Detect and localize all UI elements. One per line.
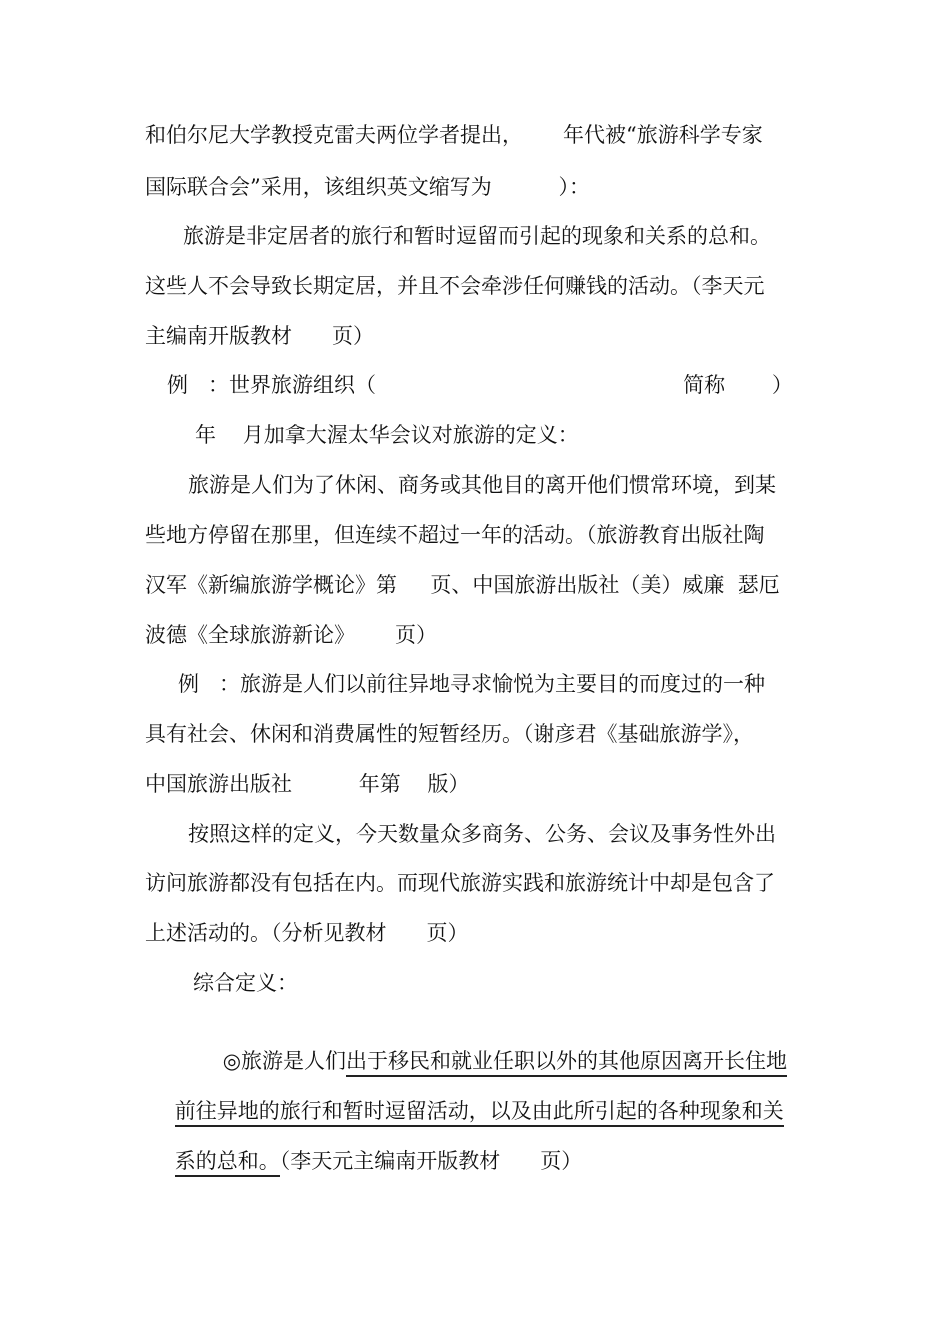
definition-line	[148, 1119, 582, 1203]
text-line: 和伯尔尼大学教授克雷夫两位学者提出， 年代被“旅游科学专家	[145, 123, 763, 147]
text-line: 这些人不会导致长期定居，并且不会牵涉任何赚钱的活动。（李天元	[145, 274, 765, 298]
paragraph-start: 按照这样的定义，今天数量众多商务、公务、会议及事务性外出	[188, 822, 776, 846]
text-line: 主编南开版教材 页）	[145, 324, 375, 348]
citation-text: （李天元主编南开版教材 页）	[279, 1149, 583, 1173]
underlined-text: 系的总和。	[175, 1149, 280, 1177]
text-line: 具有社会、休闲和消费属性的短暂经历。（谢彦君《基础旅游学》，	[145, 722, 754, 746]
text-line: 波德《全球旅游新论》 页）	[145, 623, 438, 647]
section-heading: 综合定义：	[193, 971, 298, 995]
text-line: 上述活动的。（分析见教材 页）	[145, 921, 469, 945]
text-line: 年 月加拿大渥太华会议对旅游的定义：	[195, 423, 579, 447]
text-line: 中国旅游出版社 年第 版）	[145, 772, 470, 796]
underlined-text: 前往异地的旅行和暂时逗留活动，以及由此所引起的各种现象和关	[175, 1099, 784, 1127]
example-line: 例 ：世界旅游组织（ 简称 ）	[167, 373, 793, 397]
paragraph-start: 旅游是人们为了休闲、商务或其他目的离开他们惯常环境，到某	[188, 473, 776, 497]
text-line: 国际联合会”采用，该组织英文缩写为 ）：	[145, 175, 590, 199]
text-line: 访问旅游都没有包括在内。而现代旅游实践和旅游统计中却是包含了	[145, 871, 775, 895]
underlined-text: 出于移民和就业任职以外的其他原因离开长住地	[346, 1049, 787, 1077]
paragraph-start: 旅游是非定居者的旅行和暂时逗留而引起的现象和关系的总和。	[183, 224, 771, 248]
text-line: 汉军《新编旅游学概论》第 页、中国旅游出版社（美）威廉 瑟厄	[145, 573, 780, 597]
example-line: 例 ：旅游是人们以前往异地寻求愉悦为主要目的而度过的一种	[178, 672, 766, 696]
definition-prefix: ◎旅游是人们	[222, 1049, 347, 1073]
text-line: 些地方停留在那里，但连续不超过一年的活动。（旅游教育出版社陶	[145, 523, 765, 547]
